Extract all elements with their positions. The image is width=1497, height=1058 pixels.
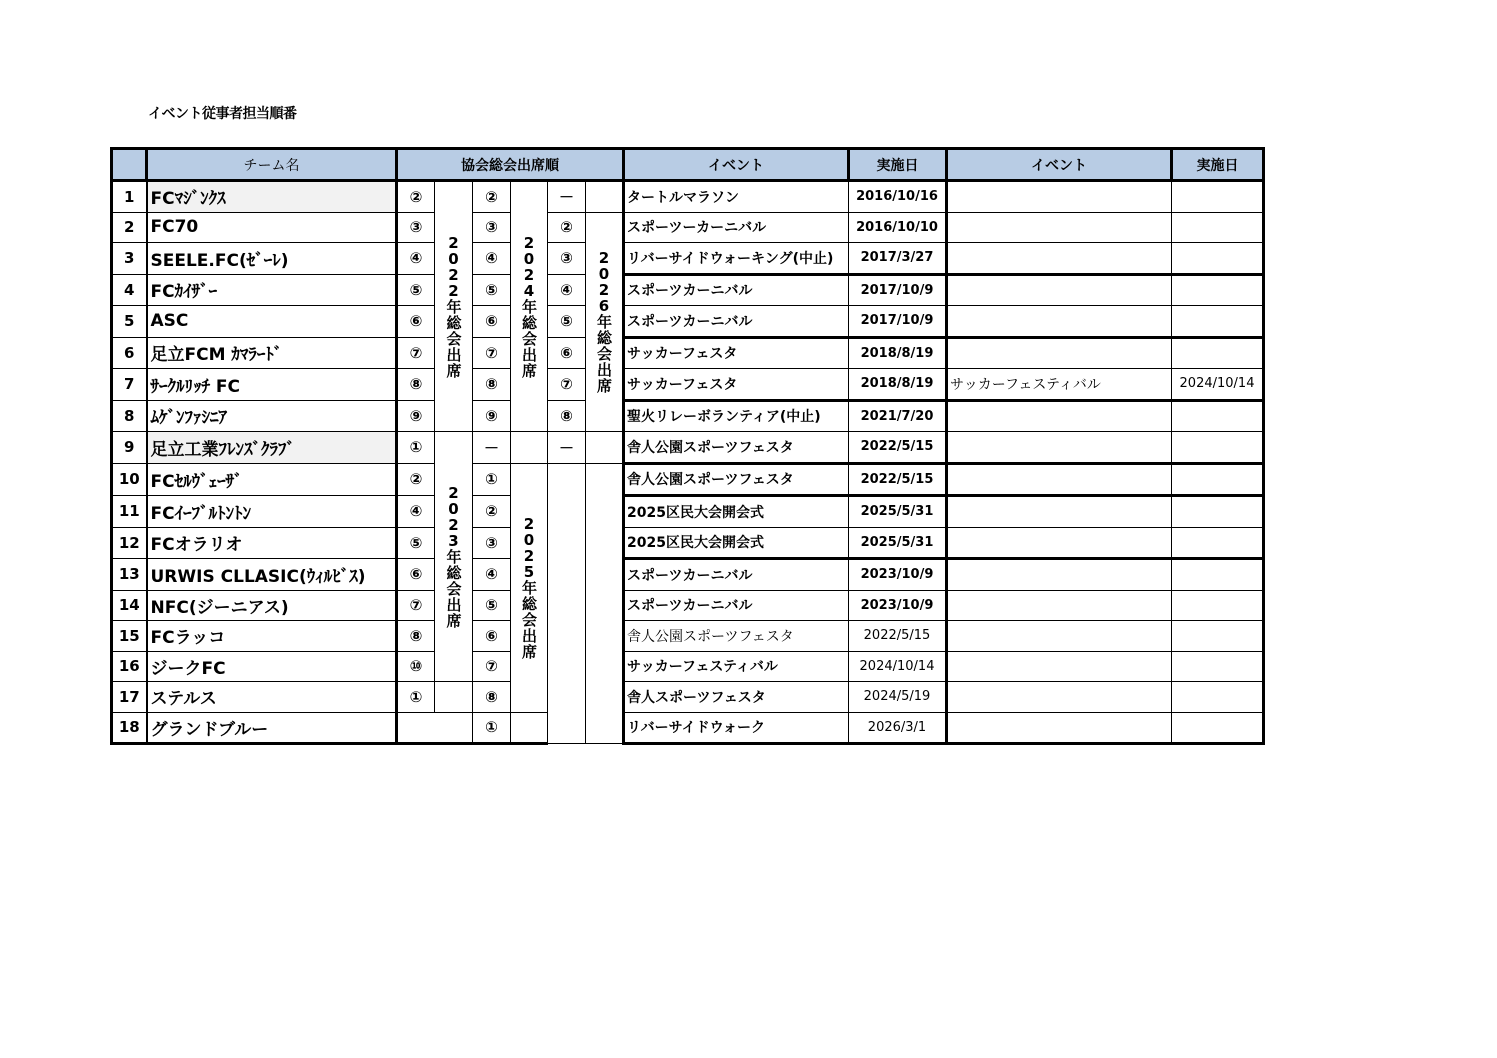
attendance-mark: －: [548, 181, 586, 213]
event2-name: [947, 682, 1172, 713]
row-number: 2: [112, 212, 147, 243]
attendance-mark: ④: [397, 243, 435, 275]
team-name: ﾑｹﾞﾝﾌｧｼﾆｱ: [147, 400, 397, 432]
group-2022-label: [435, 181, 473, 432]
event2-name: [947, 590, 1172, 621]
row-number: 16: [112, 651, 147, 682]
event2-name: [947, 306, 1172, 338]
event2-name: [947, 212, 1172, 243]
row-number: 6: [112, 337, 147, 369]
attendance-mark: ②: [473, 496, 511, 528]
group-2025-label: [511, 463, 548, 712]
event2-date: [1172, 712, 1264, 744]
event2-name: [947, 712, 1172, 744]
row-number: 9: [112, 432, 147, 464]
event2-name: [947, 496, 1172, 528]
attendance-mark: ⑨: [473, 400, 511, 432]
team-name: ステルス: [147, 682, 397, 713]
event2-date: [1172, 527, 1264, 559]
empty-cell: [511, 432, 548, 464]
team-name: ｻｰｸﾙﾘｯﾁ FC: [147, 369, 397, 401]
event-date: 2023/10/9: [849, 559, 947, 591]
attendance-mark: ①: [473, 463, 511, 496]
table-row: [112, 306, 1264, 338]
event-date: 2023/10/9: [849, 590, 947, 621]
table-row: [112, 337, 1264, 369]
team-name: FCｲｰﾌﾞﾙﾄﾝﾄﾝ: [147, 496, 397, 528]
row-number: 13: [112, 559, 147, 591]
rotation-table: [110, 147, 1265, 745]
event2-date: [1172, 212, 1264, 243]
header-date2: 実施日: [1172, 149, 1264, 181]
attendance-mark: ④: [473, 559, 511, 591]
table-row: [112, 243, 1264, 275]
event2-date: [1172, 496, 1264, 528]
header-team: チーム名: [147, 149, 397, 181]
empty-cell: [586, 181, 624, 213]
event-date: 2025/5/31: [849, 496, 947, 528]
table-row: [112, 527, 1264, 559]
event2-date: [1172, 243, 1264, 275]
attendance-mark: ⑧: [397, 369, 435, 401]
empty-cell: [548, 463, 586, 744]
attendance-mark: ⑥: [397, 559, 435, 591]
attendance-mark: ⑦: [397, 590, 435, 621]
group-2024-label: [511, 181, 548, 432]
event2-date: [1172, 181, 1264, 213]
attendance-mark: ②: [548, 212, 586, 243]
header-event: イベント: [624, 149, 849, 181]
event-name: 2025区民大会開会式: [624, 527, 849, 559]
attendance-mark: ⑧: [473, 682, 511, 713]
group-2023-label: [435, 432, 473, 682]
event2-name: [947, 621, 1172, 652]
event-date: 2024/10/14: [849, 651, 947, 682]
row-number: 4: [112, 274, 147, 306]
attendance-mark: ③: [548, 243, 586, 275]
team-name: 足立FCM ｶﾏﾗｰﾄﾞ: [147, 337, 397, 369]
event2-date: [1172, 682, 1264, 713]
event-name: リバーサイドウォーク: [624, 712, 849, 744]
table-row: [112, 463, 1264, 496]
team-name: FCオラリオ: [147, 527, 397, 559]
team-name: FCラッコ: [147, 621, 397, 652]
attendance-mark: －: [548, 432, 586, 464]
event2-date: [1172, 306, 1264, 338]
event-date: 2016/10/10: [849, 212, 947, 243]
event-date: 2026/3/1: [849, 712, 947, 744]
team-name: URWIS CLLASIC(ｳｨﾙﾋﾞｽ): [147, 559, 397, 591]
table-row: [112, 682, 1264, 713]
row-number: 10: [112, 463, 147, 496]
row-number: 1: [112, 181, 147, 213]
group-label-text: 2024年総会出席: [522, 233, 538, 380]
event2-name: [947, 274, 1172, 306]
attendance-mark: [397, 712, 473, 744]
team-name: FC70: [147, 212, 397, 243]
attendance-mark: ⑤: [397, 527, 435, 559]
attendance-mark: ⑤: [397, 274, 435, 306]
event-date: 2017/10/9: [849, 306, 947, 338]
event-date: 2022/5/15: [849, 621, 947, 652]
event2-name: [947, 337, 1172, 369]
attendance-mark: ③: [473, 212, 511, 243]
event-date: 2021/7/20: [849, 400, 947, 432]
table-row: [112, 651, 1264, 682]
event-date: 2025/5/31: [849, 527, 947, 559]
row-number: 15: [112, 621, 147, 652]
row-number: 12: [112, 527, 147, 559]
attendance-mark: ①: [473, 712, 511, 744]
row-number: 17: [112, 682, 147, 713]
event-name: サッカーフェスタ: [624, 369, 849, 401]
attendance-mark: ①: [397, 432, 435, 464]
group-label-text: 2023年総会出席: [446, 483, 462, 630]
attendance-mark: ②: [397, 181, 435, 213]
attendance-mark: ③: [397, 212, 435, 243]
event2-name: [947, 243, 1172, 275]
team-name: 足立工業ﾌﾚﾝｽﾞｸﾗﾌﾞ: [147, 432, 397, 464]
attendance-mark: ⑦: [397, 337, 435, 369]
group-label-text: 2025年総会出席: [522, 514, 538, 661]
event2-name: [947, 181, 1172, 213]
attendance-mark: ①: [397, 682, 435, 713]
event-name: 舎人公園スポーツフェスタ: [624, 621, 849, 652]
team-name: FCﾏｼﾞﾝｸｽ: [147, 181, 397, 213]
row-number: 5: [112, 306, 147, 338]
event2-date: [1172, 337, 1264, 369]
event-date: 2022/5/15: [849, 463, 947, 496]
table-row: [112, 400, 1264, 432]
group-label-text: 2022年総会出席: [446, 233, 462, 380]
event-name: スポーツカーニバル: [624, 274, 849, 306]
event-name: スポーツカーニバル: [624, 559, 849, 591]
header-row: [112, 149, 1264, 181]
team-name: NFC(ジーニアス): [147, 590, 397, 621]
event-name: 舎人公園スポーツフェスタ: [624, 432, 849, 464]
team-name: FCｾﾙｳﾞｪｰｻﾞ: [147, 463, 397, 496]
event2-name: [947, 559, 1172, 591]
attendance-mark: ②: [397, 463, 435, 496]
row-number: 18: [112, 712, 147, 744]
table-row: [112, 621, 1264, 652]
event-date: 2018/8/19: [849, 369, 947, 401]
event-name: 2025区民大会開会式: [624, 496, 849, 528]
event-date: 2017/3/27: [849, 243, 947, 275]
event2-date: [1172, 432, 1264, 464]
event-name: タートルマラソン: [624, 181, 849, 213]
event2-date: [1172, 463, 1264, 496]
event2-name: [947, 432, 1172, 464]
table-row: [112, 712, 1264, 744]
row-number: 8: [112, 400, 147, 432]
event-date: 2022/5/15: [849, 432, 947, 464]
header-no: [112, 149, 147, 181]
event-date: 2017/10/9: [849, 274, 947, 306]
attendance-mark: ⑧: [548, 400, 586, 432]
event-date: 2018/8/19: [849, 337, 947, 369]
empty-cell: [435, 682, 473, 713]
event2-name: [947, 651, 1172, 682]
team-name: ASC: [147, 306, 397, 338]
attendance-mark: ④: [548, 274, 586, 306]
table-row: [112, 559, 1264, 591]
event-name: スポーツーカーニバル: [624, 212, 849, 243]
attendance-mark: ②: [473, 181, 511, 213]
attendance-mark: ⑥: [548, 337, 586, 369]
event2-date: [1172, 651, 1264, 682]
attendance-mark: ⑦: [473, 651, 511, 682]
group-label-text: 2026年総会出席: [597, 248, 613, 395]
row-number: 3: [112, 243, 147, 275]
event-name: 舎人公園スポーツフェスタ: [624, 463, 849, 496]
header-date: 実施日: [849, 149, 947, 181]
table-row: [112, 496, 1264, 528]
event2-name: [947, 527, 1172, 559]
attendance-mark: ⑧: [473, 369, 511, 401]
attendance-mark: ④: [473, 243, 511, 275]
row-number: 11: [112, 496, 147, 528]
attendance-mark: ⑩: [397, 651, 435, 682]
empty-cell: [586, 432, 624, 464]
event2-date: [1172, 274, 1264, 306]
event-name: リバーサイドウォーキング(中止): [624, 243, 849, 275]
event2-date: 2024/10/14: [1172, 369, 1264, 401]
event-name: サッカーフェスティバル: [624, 651, 849, 682]
sheet-title: イベント従事者担当順番: [148, 106, 297, 122]
header-attendance: 協会総会出席順: [397, 149, 624, 181]
attendance-mark: ⑥: [473, 306, 511, 338]
event-name: 舎人スポーツフェスタ: [624, 682, 849, 713]
team-name: SEELE.FC(ｾﾞｰﾚ): [147, 243, 397, 275]
event-date: 2016/10/16: [849, 181, 947, 213]
event-name: 聖火リレーボランティア(中止): [624, 400, 849, 432]
table-row: [112, 212, 1264, 243]
table-row: [112, 181, 1264, 213]
group-2026-label: [586, 212, 624, 432]
event-name: スポーツカーニバル: [624, 590, 849, 621]
attendance-mark: ③: [473, 527, 511, 559]
attendance-mark: ⑧: [397, 621, 435, 652]
row-number: 14: [112, 590, 147, 621]
event2-name: [947, 400, 1172, 432]
header-event2: イベント: [947, 149, 1172, 181]
empty-cell: [586, 463, 624, 744]
row-number: 7: [112, 369, 147, 401]
event-name: スポーツカーニバル: [624, 306, 849, 338]
event2-name: [947, 463, 1172, 496]
event2-date: [1172, 621, 1264, 652]
team-name: グランドブルー: [147, 712, 397, 744]
event2-date: [1172, 559, 1264, 591]
table-row: [112, 432, 1264, 464]
attendance-mark: ⑥: [473, 621, 511, 652]
table-row: [112, 590, 1264, 621]
event2-name: サッカーフェスティバル: [947, 369, 1172, 401]
attendance-mark: ⑤: [548, 306, 586, 338]
table-row: [112, 274, 1264, 306]
team-name: FCｶｲｻﾞｰ: [147, 274, 397, 306]
attendance-mark: ⑤: [473, 274, 511, 306]
attendance-mark: ⑦: [473, 337, 511, 369]
team-name: ジークFC: [147, 651, 397, 682]
empty-cell: [511, 712, 548, 744]
event2-date: [1172, 400, 1264, 432]
attendance-mark: －: [473, 432, 511, 464]
event2-date: [1172, 590, 1264, 621]
attendance-mark: ⑦: [548, 369, 586, 401]
event-date: 2024/5/19: [849, 682, 947, 713]
table-row: [112, 369, 1264, 401]
attendance-mark: ⑨: [397, 400, 435, 432]
attendance-mark: ⑤: [473, 590, 511, 621]
attendance-mark: ⑥: [397, 306, 435, 338]
event-name: サッカーフェスタ: [624, 337, 849, 369]
attendance-mark: ④: [397, 496, 435, 528]
